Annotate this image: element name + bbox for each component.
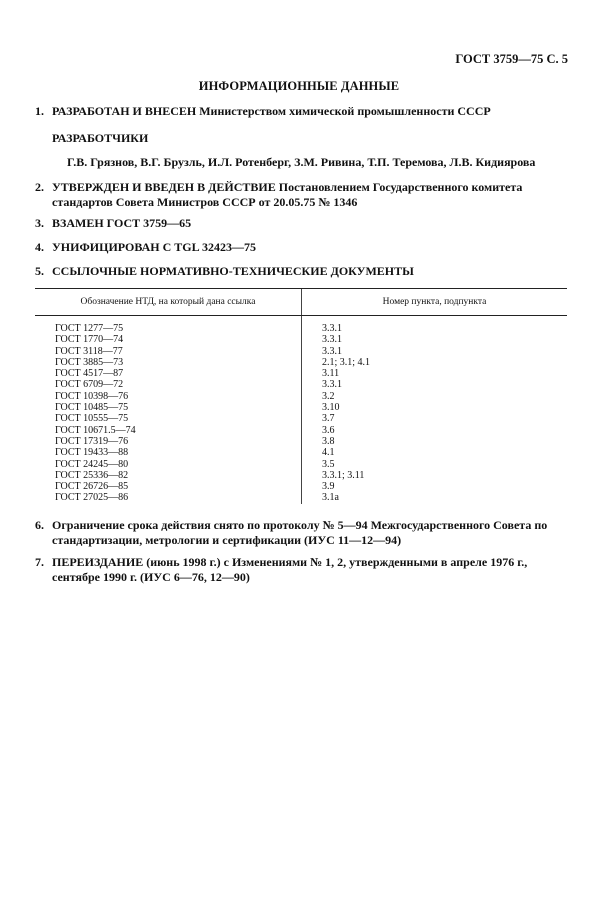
cell-clause: 3.9 — [302, 481, 568, 492]
info-item-7 — [35, 555, 570, 585]
info-item-2 — [35, 180, 570, 210]
table-row — [35, 447, 567, 458]
item-number: 7. — [35, 555, 44, 569]
table-row — [35, 436, 567, 447]
cell-designation: ГОСТ 19433—88 — [55, 447, 129, 459]
cell-clause: 3.3.1 — [302, 334, 568, 345]
cell-clause: 3.7 — [302, 413, 568, 424]
table-row — [35, 459, 567, 470]
item-number: 2. — [35, 180, 44, 194]
table-row — [35, 379, 567, 390]
info-item-4 — [35, 240, 570, 255]
table-row — [35, 492, 567, 503]
cell-designation: ГОСТ 26726—85 — [55, 481, 129, 493]
item-heading: ССЫЛОЧНЫЕ НОРМАТИВНО-ТЕХНИЧЕСКИЕ ДОКУМЕНТЫ — [52, 264, 414, 278]
table-header-designation: Обозначение НТД, на который дана ссылка — [35, 289, 302, 316]
item-text: (июнь 1998 г.) с Изменениями № 1, 2, утвержденными в апреле 1976 г., сентябре 1990 г. (ИУС 6—76, 12—90) — [52, 555, 528, 584]
table-row — [35, 368, 567, 379]
cell-clause: 3.3.1 — [302, 379, 568, 390]
reference-documents-table — [35, 288, 567, 504]
cell-designation: ГОСТ 10398—76 — [55, 390, 129, 402]
item-text: Министерством химической промышленности СССР — [196, 104, 491, 118]
table-header-clause: Номер пункта, подпункта — [302, 289, 568, 316]
item-number: 3. — [35, 216, 44, 230]
cell-designation: ГОСТ 17319—76 — [55, 435, 129, 447]
table-row — [35, 413, 567, 424]
cell-designation: ГОСТ 6709—72 — [55, 379, 124, 391]
table-row — [35, 425, 567, 436]
item-heading: УТВЕРЖДЕН И ВВЕДЕН В ДЕЙСТВИЕ — [52, 180, 276, 194]
table-row — [35, 334, 567, 345]
item-number: 5. — [35, 264, 44, 278]
cell-designation: ГОСТ 3885—73 — [55, 356, 124, 368]
table-row — [35, 481, 567, 492]
info-item-6 — [35, 518, 570, 548]
item-number: 6. — [35, 518, 44, 532]
cell-clause: 3.3.1 — [302, 323, 568, 334]
developers-names: Г.В. Грязнов, В.Г. Брузль, И.Л. Ротенберг, З.М. Ривина, Т.П. Теремова, Л.В. Кидиярова — [67, 155, 536, 169]
page-header-ref: ГОСТ 3759—75 С. 5 — [455, 52, 568, 66]
cell-clause: 4.1 — [302, 447, 568, 458]
cell-designation: ГОСТ 1770—74 — [55, 334, 124, 346]
info-item-5 — [35, 264, 570, 279]
cell-clause: 3.6 — [302, 425, 568, 436]
table-row — [35, 346, 567, 357]
cell-clause: 3.3.1 — [302, 346, 568, 357]
cell-designation: ГОСТ 10485—75 — [55, 402, 129, 414]
cell-designation: ГОСТ 27025—86 — [55, 492, 129, 504]
cell-designation: ГОСТ 1277—75 — [55, 323, 124, 334]
item-heading: УНИФИЦИРОВАН С TGL 32423—75 — [52, 240, 256, 254]
table-row — [35, 402, 567, 413]
info-item-3 — [35, 216, 570, 231]
table-body — [35, 316, 567, 504]
cell-clause: 3.11 — [302, 368, 568, 379]
cell-clause: 3.5 — [302, 459, 568, 470]
item-heading: РАЗРАБОТАН И ВНЕСЕН — [52, 104, 197, 118]
item-heading: ВЗАМЕН ГОСТ 3759—65 — [52, 216, 192, 230]
cell-designation: ГОСТ 4517—87 — [55, 368, 124, 380]
item-number: 4. — [35, 240, 44, 254]
cell-clause: 3.10 — [302, 402, 568, 413]
info-item-1 — [35, 104, 570, 119]
cell-designation: ГОСТ 25336—82 — [55, 469, 129, 481]
cell-designation: ГОСТ 10671.5—74 — [55, 424, 136, 436]
table-row — [35, 357, 567, 368]
item-text: Ограничение срока действия снято по протоколу № 5—94 Межгосударственного Совета по стандартизации, метрологии и сертификации (ИУС 11—12—94) — [52, 518, 548, 547]
table-row — [35, 323, 567, 334]
cell-clause: 3.2 — [302, 391, 568, 402]
cell-clause: 3.3.1; 3.11 — [302, 470, 568, 481]
cell-clause: 2.1; 3.1; 4.1 — [302, 357, 568, 368]
table-row — [35, 470, 567, 481]
item-number: 1. — [35, 104, 44, 118]
item-text: Постановлением Государственного комитета стандартов Совета Министров СССР от 20.05.75 № 1346 — [52, 180, 523, 209]
cell-clause: 3.1а — [302, 492, 568, 503]
cell-designation: ГОСТ 24245—80 — [55, 458, 129, 470]
section-title: ИНФОРМАЦИОННЫЕ ДАННЫЕ — [198, 79, 400, 93]
item-heading: ПЕРЕИЗДАНИЕ — [52, 555, 144, 569]
cell-designation: ГОСТ 3118—77 — [55, 345, 123, 357]
developers-label: РАЗРАБОТЧИКИ — [52, 131, 149, 145]
cell-designation: ГОСТ 10555—75 — [55, 413, 129, 425]
table-row — [35, 391, 567, 402]
cell-clause: 3.8 — [302, 436, 568, 447]
